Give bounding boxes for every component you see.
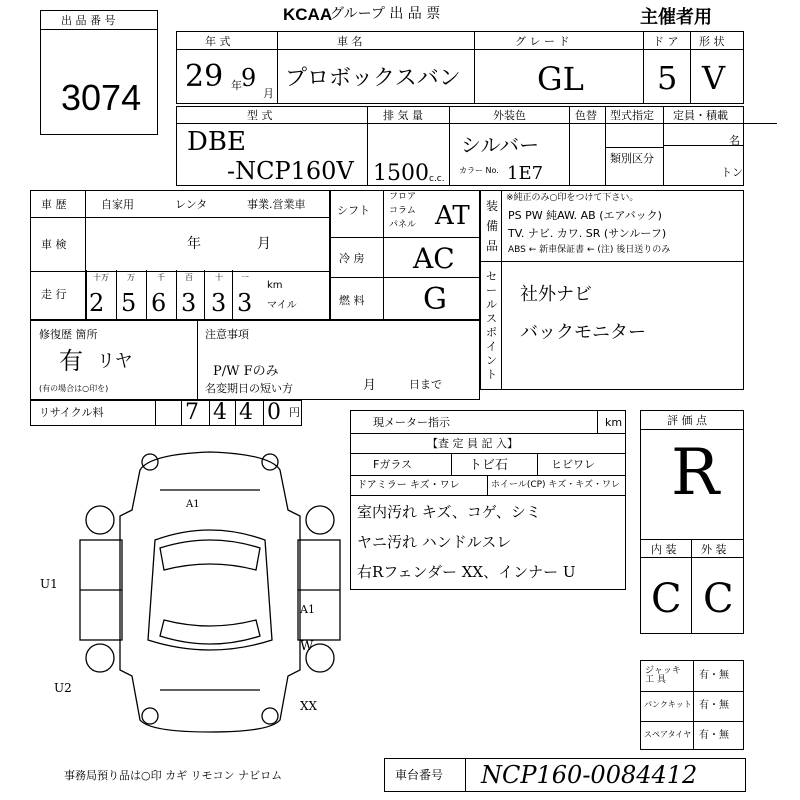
sales-point-label: セールスポイント <box>486 270 497 381</box>
inspector-note-3: 右Rフェンダー XX、インナー U <box>357 563 576 581</box>
caution-label: 注意事項 <box>205 328 249 341</box>
equipment-label-1: 装 <box>486 199 499 213</box>
damage-mark-xx: XX <box>300 699 318 713</box>
specs-box <box>330 190 480 320</box>
tobi-ishi-label: トビ石 <box>469 458 509 473</box>
exterior-color-label: 外装色 <box>493 109 526 122</box>
damage-mark-u1: U1 <box>40 577 58 591</box>
meter-unit: km <box>605 416 623 429</box>
color-change-label: 色替 <box>575 109 597 122</box>
tools-spare-value: 有・無 <box>699 730 729 741</box>
lot-number-box <box>40 10 158 135</box>
repair-detail: リヤ <box>97 351 133 372</box>
history-private: 自家用 <box>101 198 134 211</box>
ton-unit: トン <box>721 166 743 179</box>
exterior-score: C <box>703 576 734 622</box>
wheel-label: ホイール(CP) キズ・キズ・ワレ <box>491 480 621 490</box>
equipment-line3: ABS ← 新車保証書 ← (注) 後日送りのみ <box>508 245 671 255</box>
damage-mark-a1-top: A1 <box>186 499 200 510</box>
history-label: 車 歴 <box>41 198 67 211</box>
cc-unit: c.c. <box>429 174 445 184</box>
sheet-title: グループ 出 品 票 <box>330 6 441 22</box>
inspection-label: 車 検 <box>41 238 67 251</box>
mileage-digit: 3 <box>211 289 227 317</box>
tools-jack-label: ジャッキ 工 具 <box>645 666 681 685</box>
equipment-label-3: 品 <box>486 239 499 253</box>
meter-label: 現メーター指示 <box>373 416 450 429</box>
row2-box <box>176 106 744 186</box>
inspector-note-2: ヤニ汚れ ハンドルスレ <box>357 533 512 551</box>
rating-box <box>640 410 744 634</box>
recycle-yen: 円 <box>289 406 300 419</box>
grade-label: グ レ ー ド <box>515 35 570 48</box>
capacity-label: 定員・積載 <box>673 109 728 122</box>
ac-label: 冷 房 <box>339 252 365 265</box>
caution-day: 日まで <box>409 378 442 391</box>
repair-note: (有の場合は○印を) <box>39 384 109 393</box>
logo: KCAA <box>283 5 333 24</box>
equipment-note: ※純正のみ○印をつけて下さい。 <box>506 193 639 203</box>
fuel-value: G <box>423 282 447 317</box>
damage-mark-u2: U2 <box>54 681 72 695</box>
color-no: 1E7 <box>507 163 544 184</box>
caution-month: 月 <box>363 378 377 393</box>
damage-mark-a1: A1 <box>300 603 315 616</box>
digit-unit-1k: 千 <box>157 273 165 282</box>
mileage-digit: 3 <box>181 289 197 317</box>
fuel-label: 燃 料 <box>339 294 365 307</box>
history-rental: レンタ <box>175 198 208 211</box>
door-mirror-label: ドアミラー キズ・ワレ <box>357 480 460 491</box>
lot-number: 3074 <box>61 77 142 118</box>
recycle-digit: 7 <box>185 400 199 425</box>
damage-mark-w: W <box>300 639 314 654</box>
office-note: 事務局預り品は○印 カギ リモコン ナビロム <box>64 769 283 782</box>
tools-jack-value: 有・無 <box>699 670 729 681</box>
shift-label: シフト <box>337 204 370 217</box>
displacement-value: 1500 <box>373 161 429 186</box>
mileage-label: 走 行 <box>41 288 67 301</box>
chassis-box <box>384 758 746 792</box>
organizer-label: 主催者用 <box>640 7 712 28</box>
interior-score: C <box>651 576 682 622</box>
doors: 5 <box>657 59 678 97</box>
chassis-label: 車台番号 <box>395 768 444 782</box>
history-box <box>30 190 330 320</box>
inspection-year-unit: 年 <box>187 236 201 252</box>
chassis-number: NCP160-0084412 <box>481 761 698 789</box>
inspector-title: 【査 定 員 記 入】 <box>427 437 518 450</box>
caution-note: P/W Fのみ <box>213 364 279 379</box>
body-type-label: 形 状 <box>699 35 725 48</box>
hibi-ware-label: ヒビワレ <box>551 458 595 471</box>
inspector-box <box>350 410 626 590</box>
car-name-label: 車 名 <box>337 35 363 48</box>
equipment-label-2: 備 <box>486 219 499 233</box>
tools-box <box>640 660 744 750</box>
recycle-box <box>30 400 302 426</box>
repair-value: 有 <box>59 347 83 375</box>
mile-label: マイル <box>267 300 297 311</box>
car-name: プロボックスバン <box>285 66 461 91</box>
repair-caution-box <box>30 320 480 400</box>
recycle-digit: 4 <box>239 400 253 425</box>
tools-spare-label: スペアタイヤ <box>644 730 692 739</box>
month-unit: 月 <box>263 87 274 100</box>
rating-score: R <box>671 436 720 510</box>
digit-unit-100k: 十万 <box>93 273 109 282</box>
inspection-month-unit: 月 <box>257 236 271 252</box>
year-label: 年 式 <box>205 35 231 48</box>
mileage-digit: 2 <box>89 289 105 317</box>
lot-number-label: 出 品 番 号 <box>61 14 116 27</box>
model-code: -NCP160V <box>227 157 354 185</box>
digit-unit-1: 一 <box>241 273 249 282</box>
shift-floor: フロア <box>389 192 417 202</box>
name-change-label: 名変期日の短い方 <box>205 382 293 395</box>
shift-panel: パネル <box>389 220 417 230</box>
tools-puncture-value: 有・無 <box>699 700 729 711</box>
km-label: km <box>267 280 283 291</box>
f-glass-label: Fガラス <box>373 458 412 471</box>
displacement-label: 排 気 量 <box>383 109 423 122</box>
row1-box <box>176 31 744 104</box>
year-unit: 年 <box>231 79 242 92</box>
year-value: 29 <box>185 59 224 94</box>
equipment-line1: PS PW 純AW. AB (エアバック) <box>508 209 662 222</box>
recycle-label: リサイクル料 <box>39 406 104 419</box>
ac-value: AC <box>413 242 455 275</box>
inspector-note-1: 室内汚れ キズ、コゲ、シミ <box>357 503 541 521</box>
digit-unit-100: 百 <box>185 273 193 282</box>
mileage-digit: 5 <box>121 289 137 317</box>
repair-label: 修復歴 箇所 <box>39 328 98 341</box>
category-label: 類別区分 <box>610 152 654 165</box>
mileage-digit: 3 <box>237 289 253 317</box>
model-designation-label: 型式指定 <box>610 109 654 122</box>
sales-text-1: 社外ナビ <box>520 284 592 305</box>
digit-unit-10: 十 <box>215 273 223 282</box>
persons-unit: 名 <box>729 134 740 147</box>
car-damage-diagram <box>60 440 360 740</box>
history-business: 事業.営業車 <box>247 198 306 211</box>
interior-label: 内 装 <box>651 543 677 556</box>
rating-label: 評 価 点 <box>667 414 707 427</box>
recycle-digit: 4 <box>213 400 227 425</box>
recycle-digit: 0 <box>267 400 281 425</box>
grade: GL <box>537 60 584 98</box>
shift-value: AT <box>435 201 470 231</box>
exterior-color: シルバー <box>461 133 540 157</box>
month-value: 9 <box>241 64 257 92</box>
body-type: V <box>702 59 726 97</box>
model-prefix: DBE <box>187 127 246 157</box>
exterior-label: 外 装 <box>701 543 727 556</box>
sales-text-2: バックモニター <box>520 322 646 343</box>
model-label: 型 式 <box>247 109 273 122</box>
doors-label: ド ア <box>653 35 679 48</box>
mileage-digit: 6 <box>151 289 167 317</box>
equipment-line2: TV. ナビ. カワ. SR (サンルーフ) <box>508 227 667 240</box>
shift-column: コラム <box>389 206 416 216</box>
digit-unit-10k: 万 <box>127 273 135 282</box>
color-no-label: カラー No. <box>459 166 499 175</box>
tools-puncture-label: パンクキット <box>644 700 692 709</box>
